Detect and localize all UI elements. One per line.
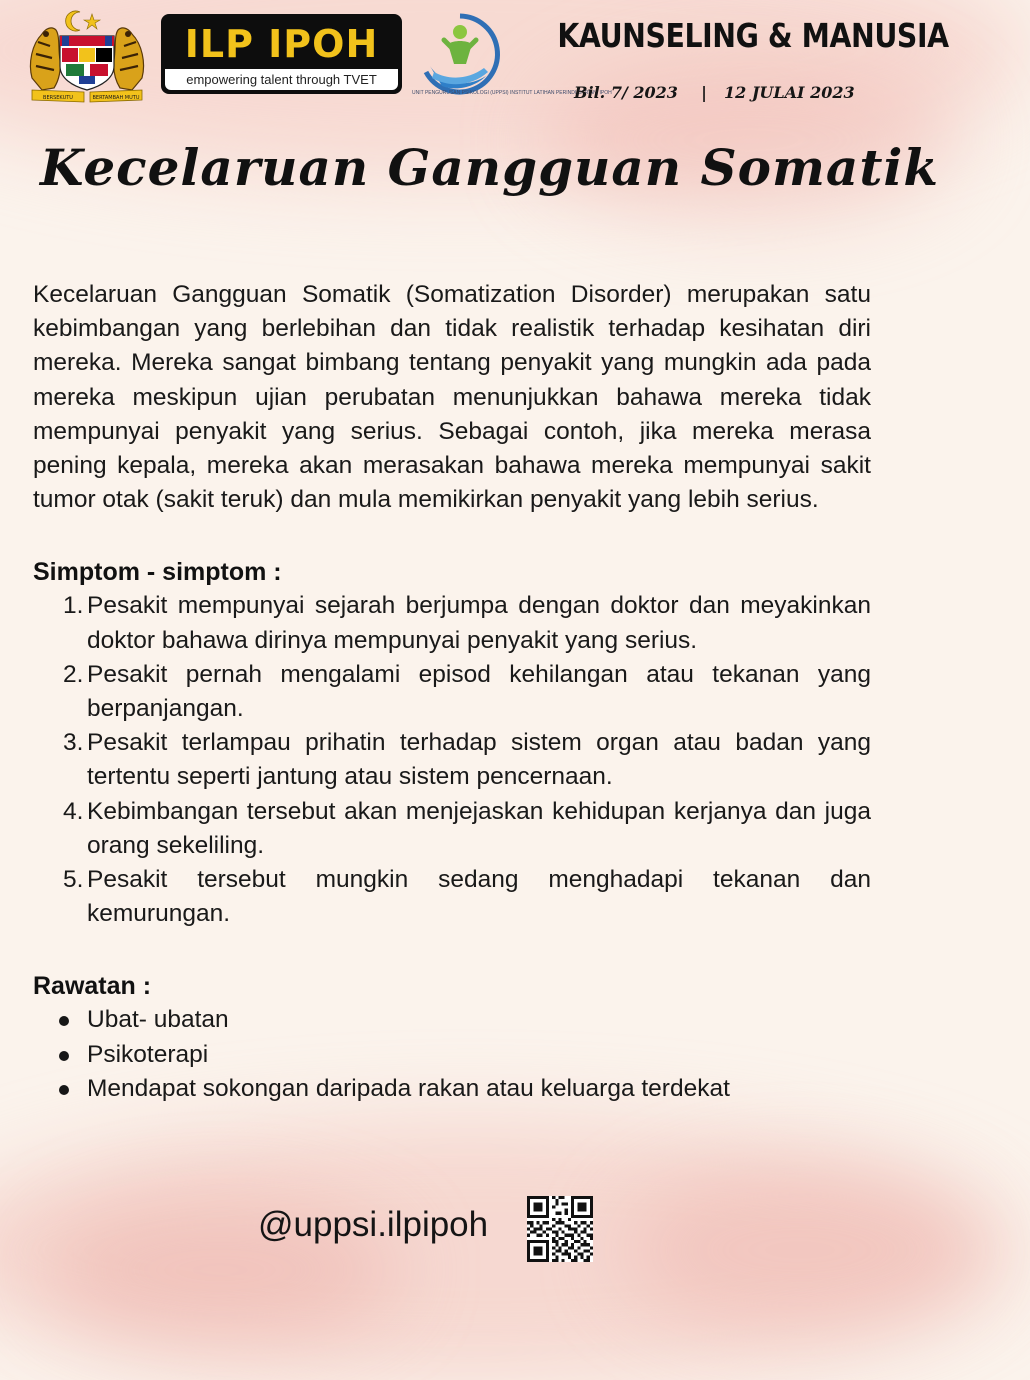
treatment-text: Ubat- ubatan [87,1006,229,1034]
treatment-item [33,1003,871,1037]
treatment-text: Mendapat sokongan daripada rakan atau keluarga terdekat [87,1074,730,1102]
symptom-text: Pesakit mempunyai sejarah berjumpa dengan doktor dan meyakinkan doktor bahawa dirinya mempunyai penyakit yang serius. [87,592,871,654]
bullet-icon [59,1085,69,1095]
bullet-icon [59,1051,69,1061]
treatment-heading: Rawatan : [33,972,152,1001]
ilp-tagline: empowering talent through TVET [165,69,398,90]
symptom-number: 3. [63,729,84,757]
symptoms-heading: Simptom - simptom : [33,558,282,587]
bullet-icon [59,1016,69,1026]
symptom-text: Kebimbangan tersebut akan menjejaskan kehidupan kerjanya dan juga orang sekeliling. [87,797,871,859]
symptom-item [33,658,871,726]
publication-title: KAUNSELING & MANUSIA [557,16,949,55]
crest-motto-right: BERTAMBAH MUTU [92,95,140,101]
treatment-text: Psikoterapi [87,1040,209,1068]
treatment-item [33,1038,871,1072]
issue-separator: | [701,82,707,102]
symptoms-list [33,589,871,931]
symptom-text: Pesakit pernah mengalami episod kehilangan atau tekanan yang berpanjangan. [87,660,871,723]
symptom-text: Pesakit terlampau prihatin terhadap sistem organ atau badan yang tertentu seperti jantung atau sistem pencernaan. [87,729,871,791]
symptom-number: 2. [63,660,84,688]
issue-date: 12 JULAI 2023 [724,82,855,102]
social-handle: @uppsi.ilpipoh [258,1205,489,1244]
symptom-text: Pesakit tersebut mungkin sedang menghadapi tekanan dan kemurungan. [87,866,871,928]
symptom-item [33,863,871,931]
issue-number: Bil. 7/ 2023 [574,82,678,102]
symptom-item [33,795,871,863]
qr-code-icon [527,1196,593,1262]
treatment-list [33,1003,871,1106]
article-body [33,278,871,1106]
symptom-item [33,589,871,657]
symptom-number: 5. [63,866,84,894]
symptom-number: 4. [63,797,84,825]
coat-of-arms-logo [26,8,148,106]
intro-paragraph: Kecelaruan Gangguan Somatik (Somatization Disorder) merupakan satu kebimbangan yang berlebihan dan tidak realistik terhadap kesihatan diri mereka. Mereka sangat bimbang tentang penyakit yang mungkin ada pada mereka meskipun ujian perubatan menunjukkan bahawa mereka tidak mempunyai penyakit yang serius. Sebagai contoh, jika mereka merasa pening kepala, mereka akan merasakan bahawa mereka mempunyai sakit tumor otak (sakit teruk) dan mula memikirkan penyakit yang lebih serius. [33,281,871,514]
ilp-logo-text: ILP IPOH [184,22,379,66]
symptom-number: 1. [63,592,84,620]
crest-motto-left: BERSEKUTU [43,95,73,101]
issue-line [574,80,874,104]
ilp-ipoh-logo [161,14,402,94]
treatment-item [33,1072,871,1106]
symptom-item [33,726,871,794]
page-title: Kecelaruan Gangguan Somatik [40,138,940,197]
uppsi-caption: UNIT PENGURUSAN PSIKOLOGI (UPPSI) INSTITUT LATIHAN PERINDUSTRIAN, IPOH [412,90,612,96]
